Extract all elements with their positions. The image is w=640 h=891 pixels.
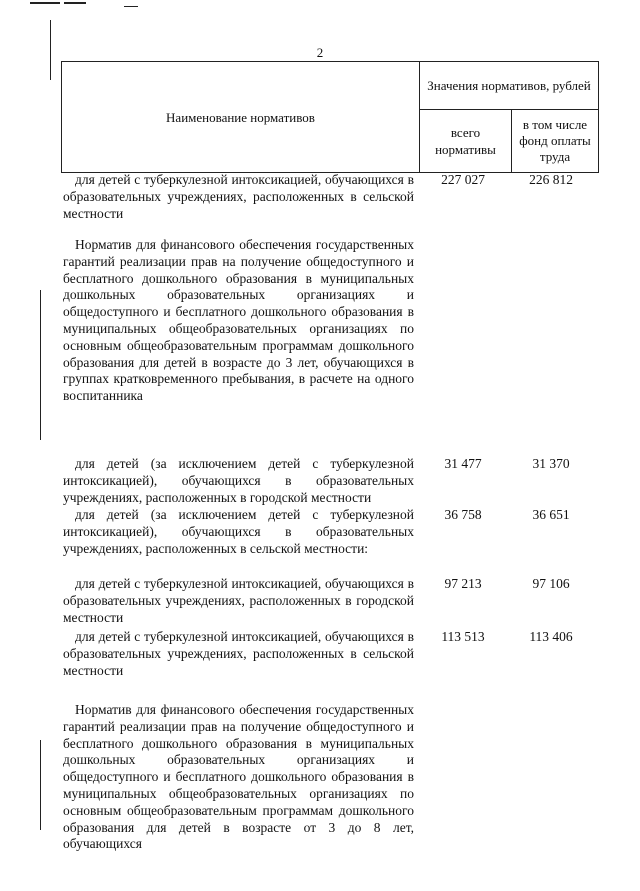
row-total-value: 227 027 bbox=[441, 172, 485, 187]
row-description: для детей (за исключением детей с туберкулезной интоксикацией), обучающихся в образовательных учреждениях, расположенных в городской местности bbox=[63, 456, 414, 505]
row-description: Норматив для финансового обеспечения государственных гарантий реализации прав на получение общедоступного и бесплатного дошкольного образования в муниципальных дошкольных образовательных организациях и общедоступного и бесплатного дошкольного образования в муниципальных общеобразовательных организациях по основным общеобразовательным программам дошкольного образования для детей в возрасте от 3 до 8 лет, обучающихся bbox=[63, 702, 414, 852]
row-total-value: 113 513 bbox=[441, 629, 485, 644]
scan-artifact-left-line-2 bbox=[40, 290, 41, 440]
row-description: для детей с туберкулезной интоксикацией, обучающихся в образовательных учреждениях, расположенных в сельской местности bbox=[63, 629, 414, 678]
row-description: для детей с туберкулезной интоксикацией, обучающихся в образовательных учреждениях, расположенных в городской местности bbox=[63, 576, 414, 625]
row-fot-value: 113 406 bbox=[529, 629, 573, 644]
header-fot-column: в том числе фонд оплаты труда bbox=[519, 117, 591, 164]
scan-artifact-top-line-3 bbox=[124, 6, 138, 7]
row-fot-value: 36 651 bbox=[532, 507, 570, 522]
row-fot-value: 31 370 bbox=[532, 456, 570, 471]
row-fot-value: 97 106 bbox=[532, 576, 570, 591]
table-header bbox=[61, 61, 599, 173]
row-description: Норматив для финансового обеспечения государственных гарантий реализации прав на получение общедоступного и бесплатного дошкольного образования в муниципальных дошкольных образовательных организациях и общедоступного и бесплатного дошкольного образования в муниципальных общеобразовательных организациях по основным общеобразовательным программам дошкольного образования для детей в возрасте до 3 лет, обучающихся в группах кратковременного пребывания, в расчете на одного воспитанника bbox=[63, 237, 414, 404]
row-description: для детей с туберкулезной интоксикацией, обучающихся в образовательных учреждениях, расположенных в сельской местности bbox=[63, 172, 414, 221]
scan-artifact-top-line-2 bbox=[64, 2, 86, 4]
row-total-value: 97 213 bbox=[444, 576, 482, 591]
row-total-value: 31 477 bbox=[444, 456, 482, 471]
row-total-value: 36 758 bbox=[444, 507, 482, 522]
header-name-column: Наименование нормативов bbox=[62, 62, 420, 172]
header-total-column: всего нормативы bbox=[420, 110, 512, 172]
header-values-group: Значения нормативов, рублей bbox=[420, 62, 598, 110]
row-fot-value: 226 812 bbox=[529, 172, 573, 187]
row-description: для детей (за исключением детей с туберкулезной интоксикацией), обучающихся в образовательных учреждениях, расположенных в сельской местности: bbox=[63, 507, 414, 556]
scan-artifact-top-line-1 bbox=[30, 2, 60, 4]
scan-artifact-left-line-3 bbox=[40, 740, 41, 830]
page-number: 2 bbox=[316, 45, 324, 60]
